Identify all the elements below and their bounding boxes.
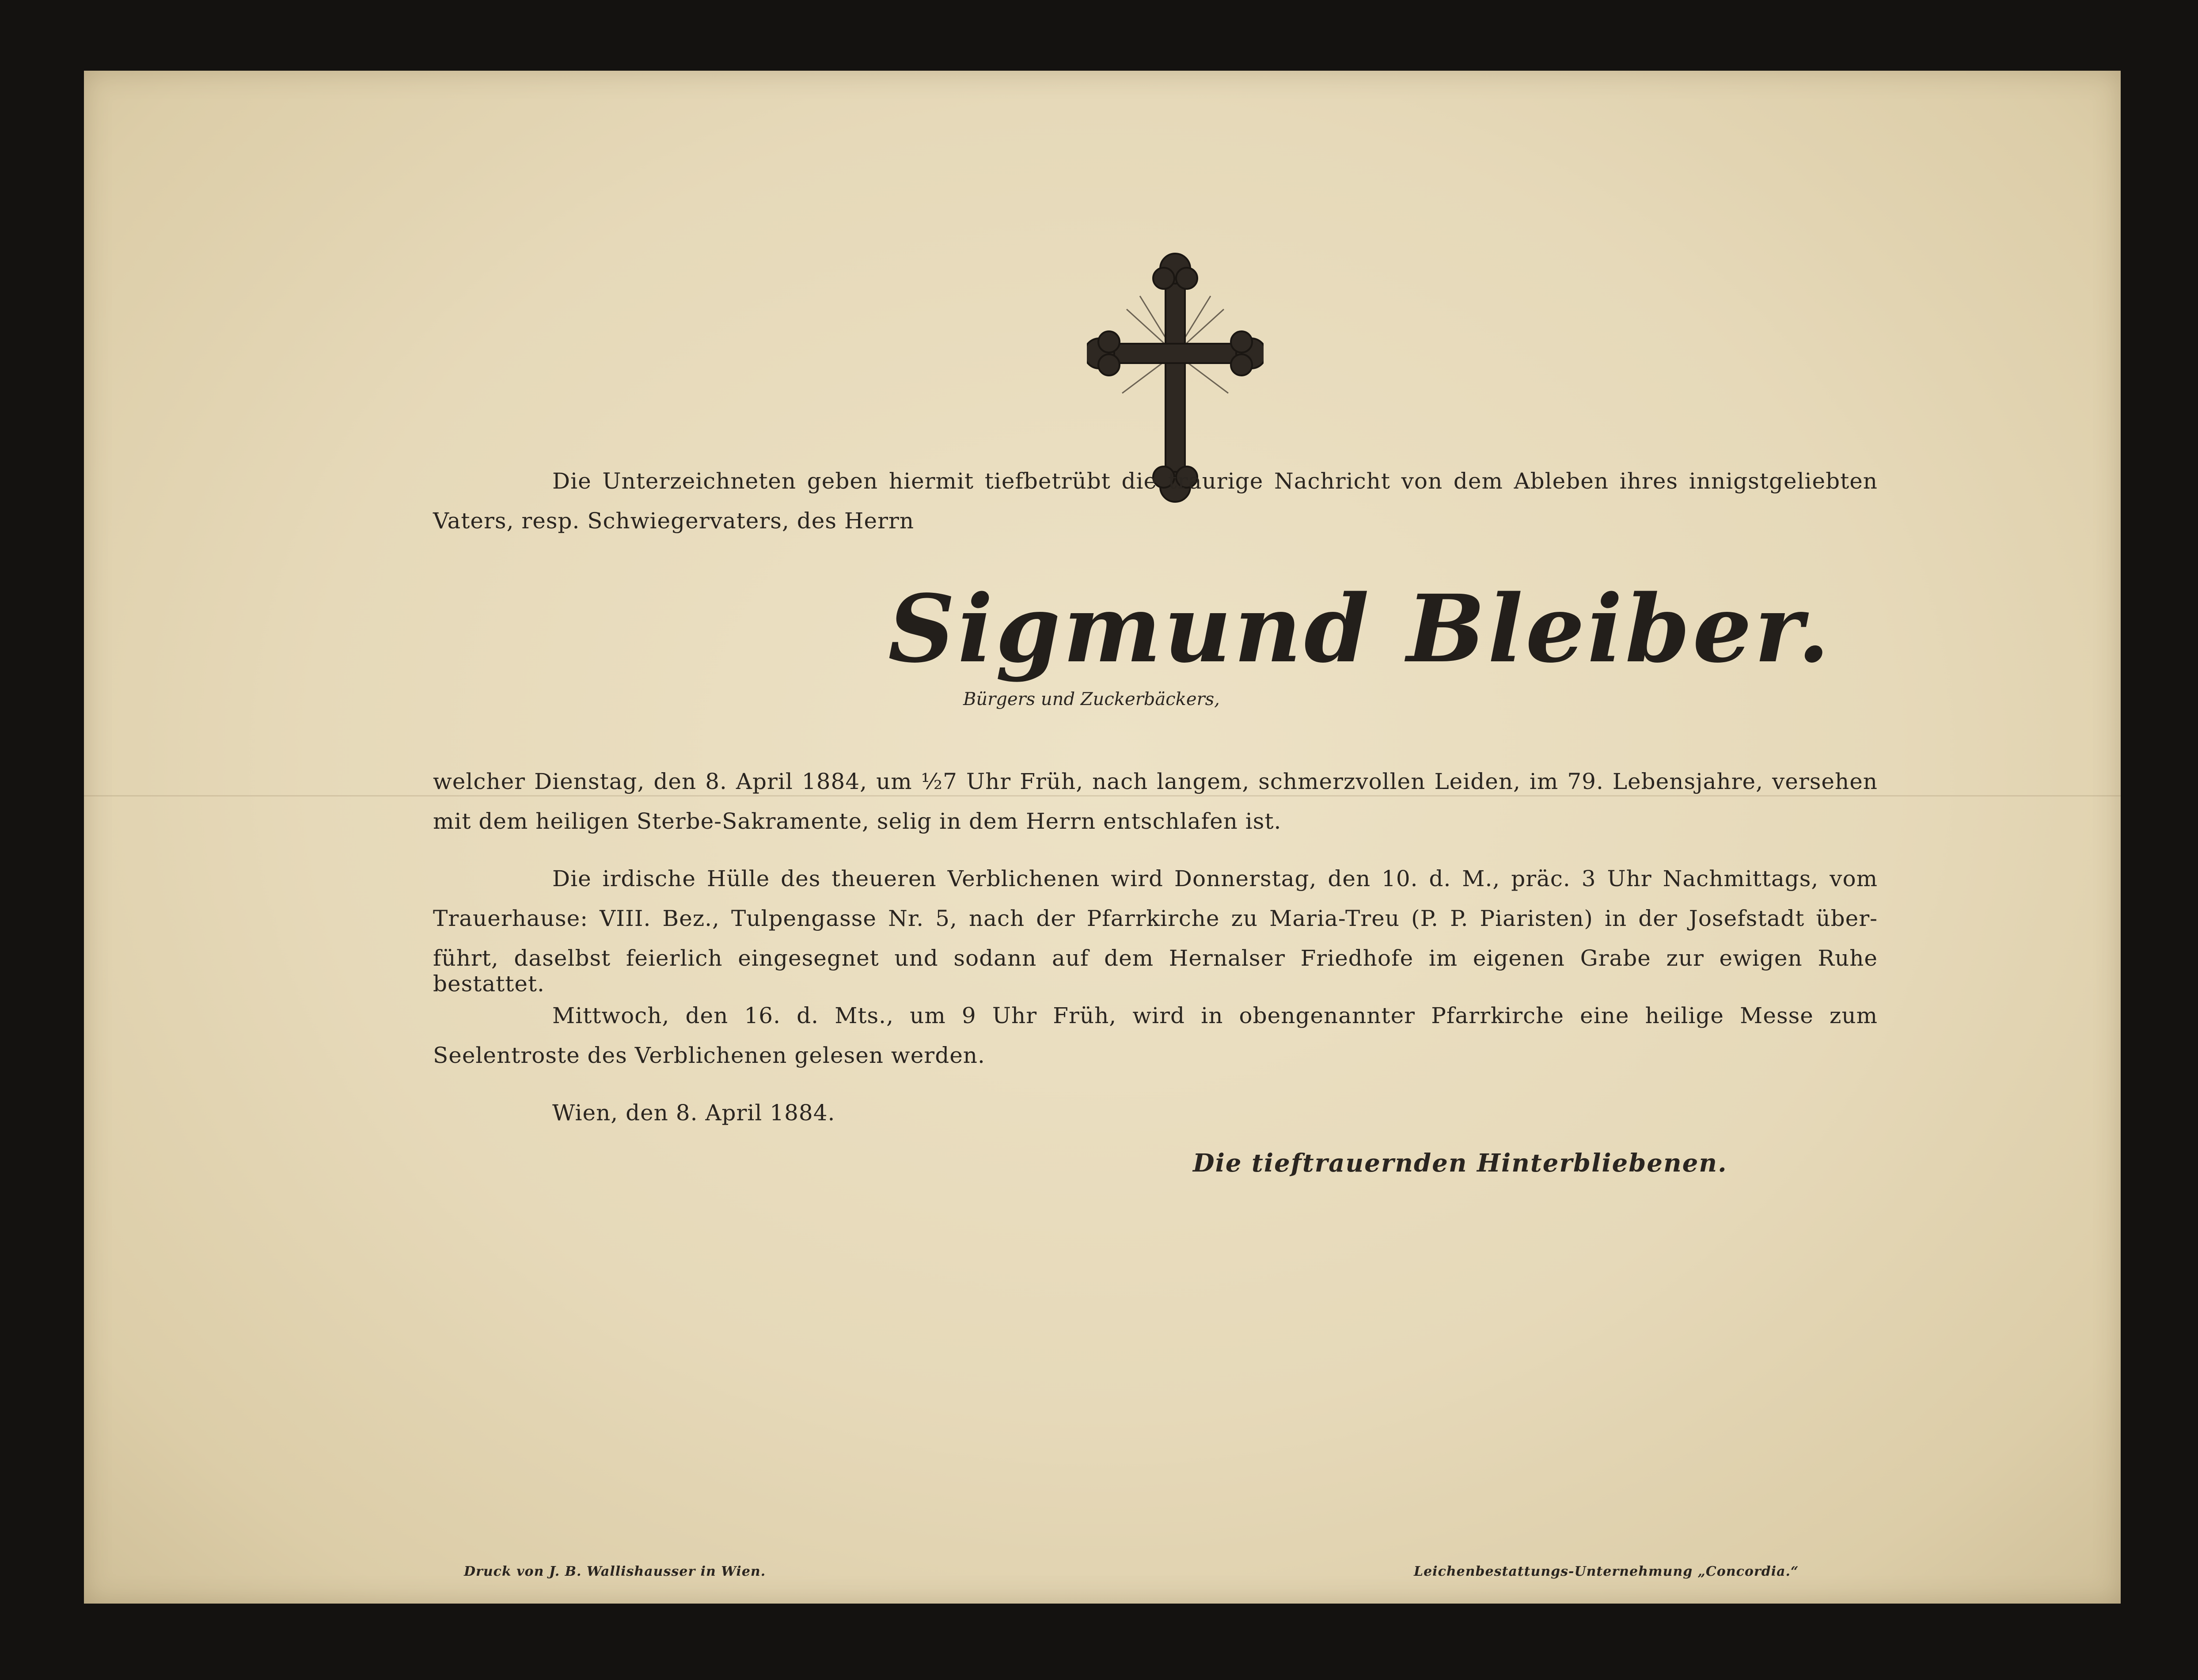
- cross-icon: [1087, 247, 1264, 504]
- intro-line-1: Die Unterzeichneten geben hiermit tiefbetrübt die traurige Nachricht von dem Ableben ihres innigstgeliebten: [552, 468, 1878, 494]
- paragraph-1-line-1: welcher Dienstag, den 8. April 1884, um ½7 Uhr Früh, nach langem, schmerzvollen Leiden, im 79. Lebensjahre, versehen: [433, 769, 1878, 794]
- paragraph-3-line-1: Mittwoch, den 16. d. Mts., um 9 Uhr Früh, wird in obengenannter Pfarrkirche eine heilige Messe zum: [552, 1003, 1878, 1028]
- deceased-name: Sigmund Bleiber.: [888, 574, 1833, 683]
- paragraph-1-line-2: mit dem heiligen Sterbe-Sakramente, selig in dem Herrn entschlafen ist.: [433, 808, 1282, 834]
- date-line: Wien, den 8. April 1884.: [552, 1100, 835, 1126]
- printer-credit: Druck von J. B. Wallishausser in Wien.: [464, 1564, 766, 1579]
- signature: Die tieftrauernden Hinterbliebenen.: [1193, 1149, 1727, 1178]
- death-notice-paper: [84, 71, 2121, 1604]
- paragraph-3-line-2: Seelentroste des Verblichenen gelesen werden.: [433, 1043, 985, 1068]
- paragraph-2-line-2: Trauerhause: VIII. Bez., Tulpengasse Nr. 5, nach der Pfarrkirche zu Maria-Treu (P. P. Piaristen) in der Josefstadt über-: [433, 906, 1878, 931]
- deceased-title: Bürgers und Zuckerbäckers,: [963, 689, 1220, 709]
- intro-line-2: Vaters, resp. Schwiegervaters, des Herrn: [433, 508, 915, 534]
- paragraph-2-line-3: führt, daselbst feierlich eingesegnet und sodann auf dem Hernalser Friedhofe im eigenen Grabe zur ewigen Ruhe bestattet.: [433, 945, 1878, 997]
- paragraph-2-line-1: Die irdische Hülle des theueren Verblichenen wird Donnerstag, den 10. d. M., präc. 3 Uhr Nachmittags, vom: [552, 866, 1878, 891]
- paper-crease: [84, 795, 2121, 796]
- undertaker-credit: Leichenbestattungs-Unternehmung „Concordia.“: [1414, 1564, 1799, 1579]
